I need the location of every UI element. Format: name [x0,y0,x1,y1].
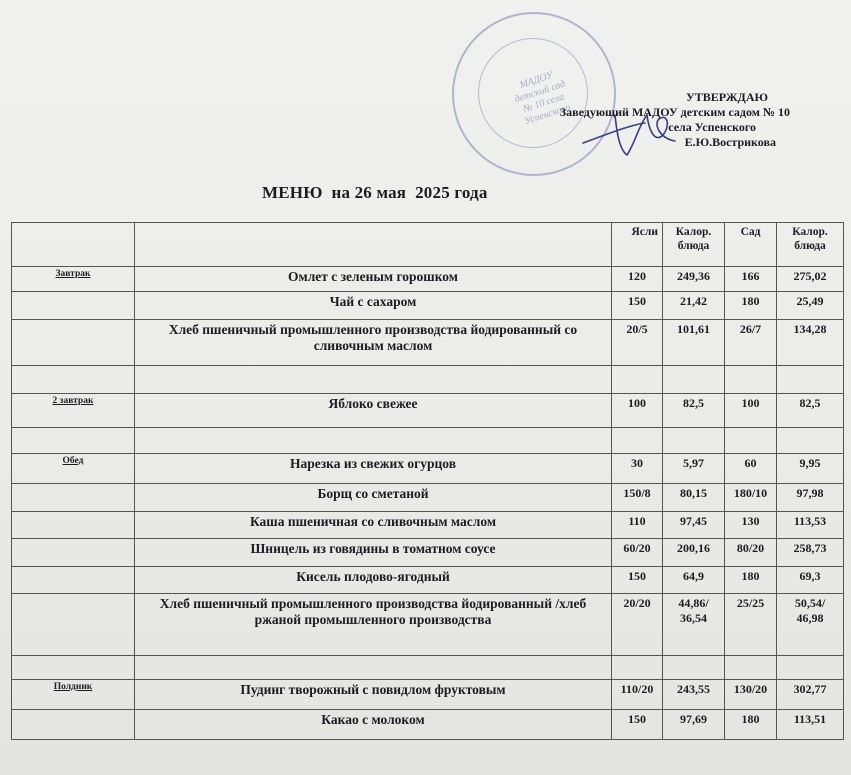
nursery-calories: 243,55 [663,680,725,710]
nursery-portion [612,656,663,680]
garden-calories: 113,53 [777,512,844,539]
garden-calories: 82,5 [777,394,844,428]
dish-name: Каша пшеничная со сливочным маслом [135,512,612,539]
table-row [12,512,844,539]
nursery-calories [663,366,725,394]
dish-name [135,366,612,394]
garden-portion: 26/7 [725,320,777,366]
nursery-portion: 20/5 [612,320,663,366]
nursery-calories: 44,86/ 36,54 [663,594,725,656]
nursery-calories: 200,16 [663,539,725,567]
meal-label: Завтрак [12,267,135,292]
stamp-text: МАДОУ детский сад № 10 села Успенского [513,69,572,128]
nursery-portion: 150 [612,710,663,740]
dish-name: Шницель из говядины в томатном соусе [135,539,612,567]
nursery-calories [663,428,725,454]
dish-name: Чай с сахаром [135,292,612,320]
nursery-calories: 249,36 [663,267,725,292]
approval-name: Е.Ю.Вострикова [684,135,776,149]
nursery-portion: 150 [612,292,663,320]
column-nursery: Ясли [612,223,663,267]
dish-name: Нарезка из свежих огурцов [135,454,612,484]
garden-portion: 80/20 [725,539,777,567]
garden-portion: 60 [725,454,777,484]
dish-name: Хлеб пшеничный промышленного производства йодированный со сливочным маслом [135,320,612,366]
nursery-calories: 64,9 [663,567,725,594]
garden-calories: 25,49 [777,292,844,320]
meal-label: Полдник [12,680,135,710]
garden-calories: 134,28 [777,320,844,366]
nursery-portion: 60/20 [612,539,663,567]
meal-label [12,710,135,740]
dish-name: Борщ со сметаной [135,484,612,512]
dish-name: Какао с молоком [135,710,612,740]
approval-heading: УТВЕРЖДАЮ [685,90,768,104]
table-row [12,267,844,292]
nursery-calories: 5,97 [663,454,725,484]
column-calories-nursery: Калор. блюда [663,223,725,267]
nursery-portion [612,366,663,394]
nursery-calories: 101,61 [663,320,725,366]
garden-portion [725,656,777,680]
garden-portion: 180 [725,292,777,320]
page-title: МЕНЮ на 26 мая 2025 года [262,183,488,202]
meal-label [12,428,135,454]
garden-calories: 302,77 [777,680,844,710]
meal-label [12,539,135,567]
garden-calories: 113,51 [777,710,844,740]
table-header-row [12,223,844,267]
nursery-portion: 150 [612,567,663,594]
nursery-calories: 97,69 [663,710,725,740]
garden-calories: 258,73 [777,539,844,567]
table-row [12,567,844,594]
garden-calories [777,428,844,454]
dish-name: Пудинг творожный с повидлом фруктовым [135,680,612,710]
nursery-portion: 30 [612,454,663,484]
table-row [12,292,844,320]
dish-name: Яблоко свежее [135,394,612,428]
meal-label: 2 завтрак [12,394,135,428]
table-row [12,394,844,428]
garden-portion [725,366,777,394]
nursery-calories: 97,45 [663,512,725,539]
garden-portion: 130/20 [725,680,777,710]
nursery-portion: 150/8 [612,484,663,512]
garden-calories [777,366,844,394]
nursery-calories: 82,5 [663,394,725,428]
meal-label [12,567,135,594]
table-row [12,366,844,394]
garden-portion: 180 [725,710,777,740]
meal-label [12,656,135,680]
column-garden: Сад [725,223,777,267]
garden-portion: 166 [725,267,777,292]
table-row [12,710,844,740]
nursery-calories: 80,15 [663,484,725,512]
garden-portion: 25/25 [725,594,777,656]
menu-table [11,222,844,740]
garden-portion: 180 [725,567,777,594]
meal-label [12,512,135,539]
garden-calories: 275,02 [777,267,844,292]
dish-name [135,656,612,680]
meal-label [12,366,135,394]
garden-calories [777,656,844,680]
nursery-portion: 100 [612,394,663,428]
dish-name: Хлеб пшеничный промышленного производства йодированный /хлеб ржаной промышленного производства [135,594,612,656]
nursery-portion: 110 [612,512,663,539]
garden-portion: 100 [725,394,777,428]
approval-location: села Успенского [668,120,756,134]
nursery-portion [612,428,663,454]
dish-name: Омлет с зеленым горошком [135,267,612,292]
garden-portion: 130 [725,512,777,539]
nursery-calories [663,656,725,680]
garden-calories: 69,3 [777,567,844,594]
meal-label [12,320,135,366]
table-row [12,428,844,454]
signature-icon [575,95,685,165]
garden-calories: 50,54/ 46,98 [777,594,844,656]
garden-calories: 9,95 [777,454,844,484]
dish-name [135,428,612,454]
table-row [12,680,844,710]
nursery-portion: 110/20 [612,680,663,710]
garden-portion: 180/10 [725,484,777,512]
meal-label [12,484,135,512]
dish-name: Кисель плодово-ягодный [135,567,612,594]
table-row [12,594,844,656]
nursery-portion: 20/20 [612,594,663,656]
approval-position: Заведующий МАДОУ детским садом № 10 [559,105,790,119]
meal-label: Обед [12,454,135,484]
nursery-calories: 21,42 [663,292,725,320]
meal-label [12,594,135,656]
column-calories-garden: Калор. блюда [777,223,844,267]
table-row [12,539,844,567]
garden-portion [725,428,777,454]
garden-calories: 97,98 [777,484,844,512]
table-row [12,484,844,512]
table-row [12,454,844,484]
nursery-portion: 120 [612,267,663,292]
meal-label [12,292,135,320]
table-row [12,320,844,366]
table-row [12,656,844,680]
